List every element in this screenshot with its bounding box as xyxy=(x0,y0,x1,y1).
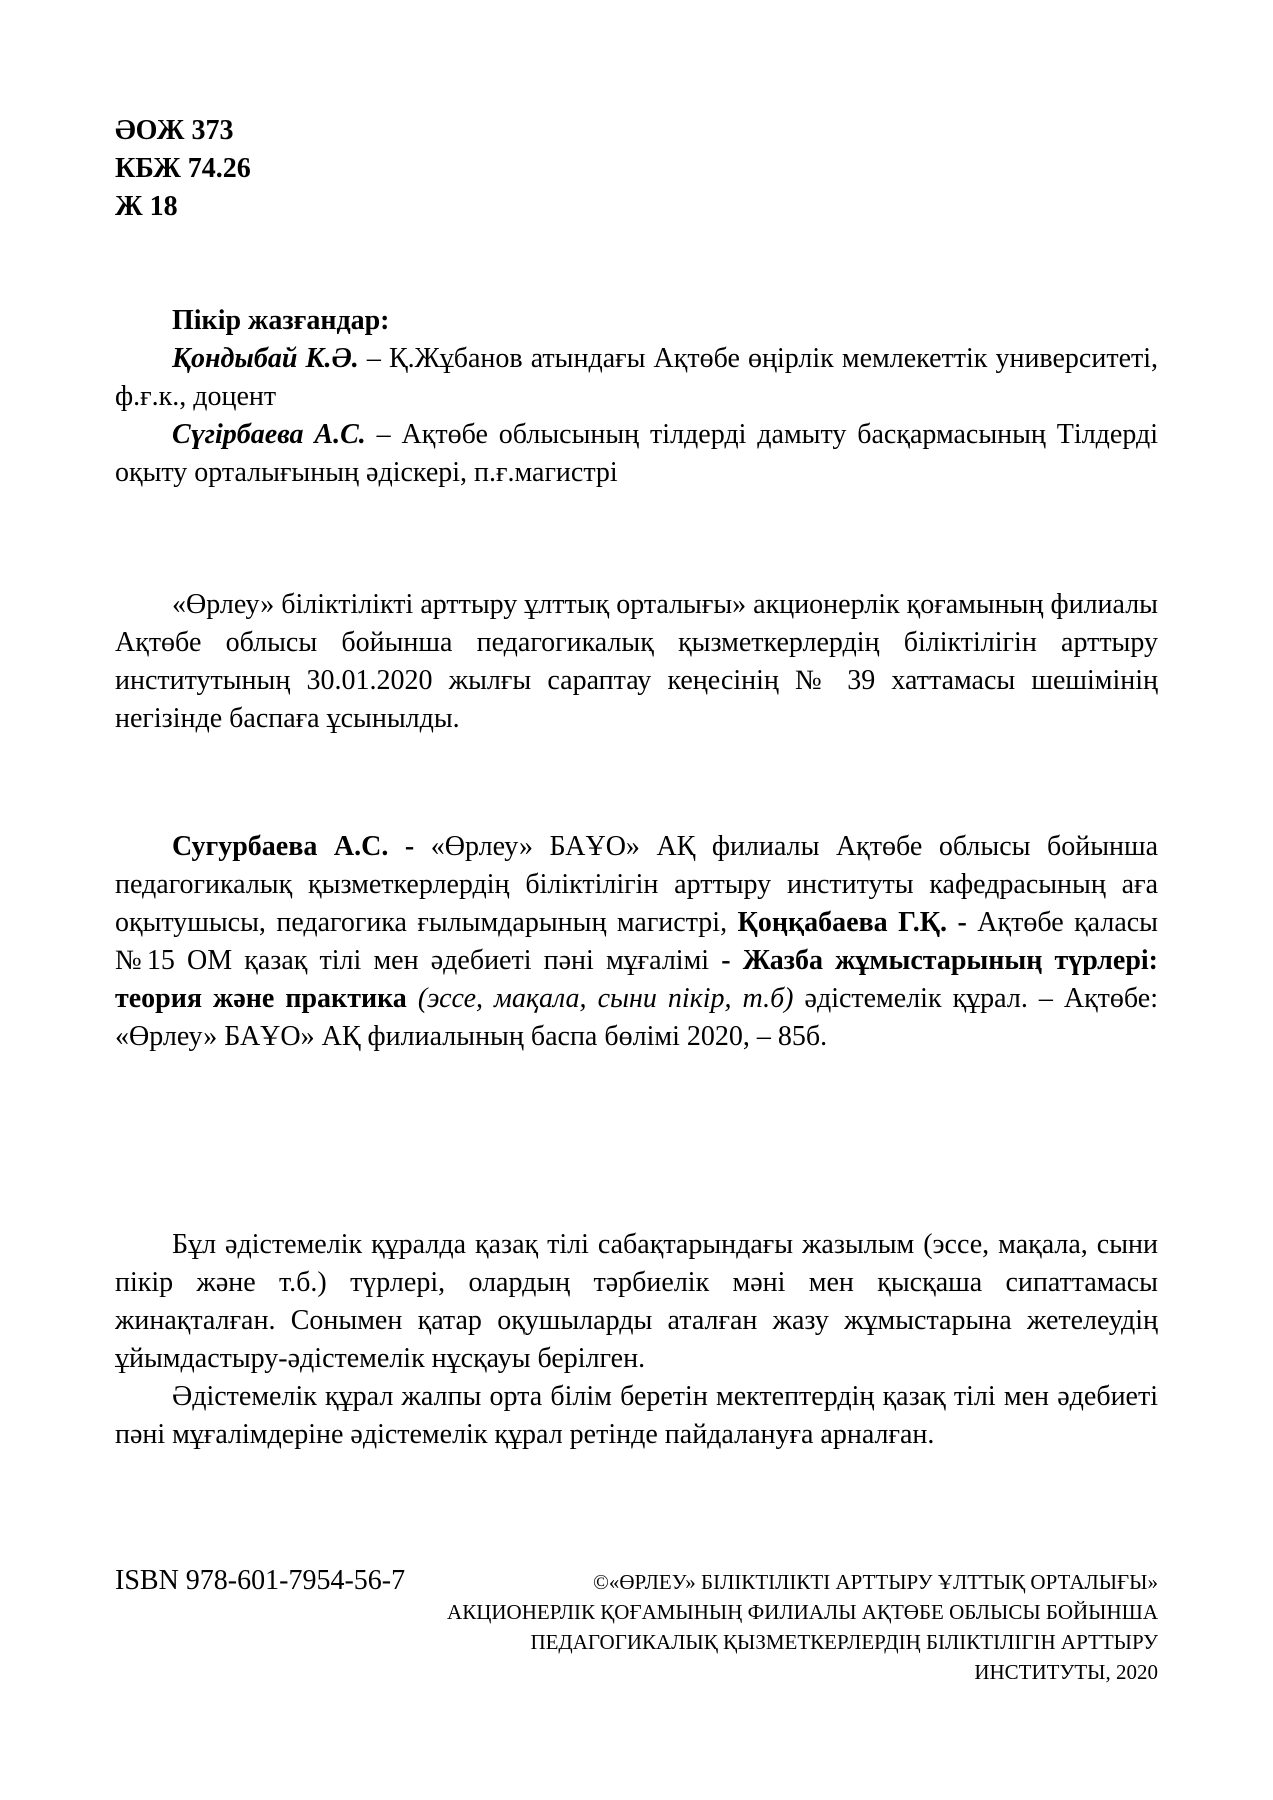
copyright-line: ПЕДАГОГИКАЛЫҚ ҚЫЗМЕТКЕРЛЕРДІҢ БІЛІКТІЛІГІН АРТТЫРУ ИНСТИТУТЫ, 2020 xyxy=(530,1630,1158,1684)
udc-line: Ж 18 xyxy=(115,191,178,222)
approval-paragraph: «Өрлеу» біліктілікті арттыру ұлттық орталығы» акционерлік қоғамының филиалы Ақтөбе облысы бойынша педагогикалық қызметкерлердің біліктілігін арттыру институтының 30.01.2020 жылғы сараптау кеңесінің № 39 хаттамасы шешімінің негізінде баспаға ұсынылды. xyxy=(115,589,1158,734)
reviewers-section xyxy=(115,302,1158,492)
annotation-paragraph: Бұл әдістемелік құралда қазақ тілі сабақтарындағы жазылым (эссе, мақала, сыни пікір және т.б.) түрлері, олардың тәрбиелік мәні мен қысқаша сипаттамасы жинақталған. Сонымен қатар оқушыларды аталған жазу жұмыстарына жетелеудің ұйымдастыру-әдістемелік нұсқауы берілген. xyxy=(115,1229,1158,1374)
reviewer-entry: Қондыбай К.Ә. – Қ.Жұбанов атындағы Ақтөбе өңірлік мемлекеттік университеті, ф.ғ.к., доцент xyxy=(115,343,1159,412)
imprint-row xyxy=(115,1562,1158,1687)
bibliographic-paragraph: Сугурбаева А.С. - «Өрлеу» БАҰО» АҚ филиалы Ақтөбе облысы бойынша педагогикалық қызметкерлердің біліктілігін арттыру институты кафедрасының аға оқытушысы, педагогика ғылымдарының магистрі, Қоңқабаева Г.Қ. - Ақтөбе қаласы №15 ОМ қазақ тілі мен әдебиеті пәні мұғалімі - Жазба жұмыстарының түрлері: теория және практика (эссе, мақала, сыни пікір, т.б) әдістемелік құрал. – Ақтөбе: «Өрлеу» БАҰО» АҚ филиалының баспа бөлімі 2020, – 85б. xyxy=(115,831,1158,1052)
udc-line: ӘОЖ 373 xyxy=(115,115,234,146)
copyright-line: ©«ӨРЛЕУ» БІЛІКТІЛІКТІ АРТТЫРУ ҰЛТТЫҚ ОРТАЛЫҒЫ» xyxy=(592,1570,1158,1594)
reviewers-heading: Пікір жазғандар: xyxy=(172,305,390,336)
copyright-block xyxy=(405,1567,1158,1687)
reviewer-entry: Сүгірбаева А.С. – Ақтөбе облысының тілдерді дамыту басқармасының Тілдерді оқыту орталығының әдіскері, п.ғ.магистрі xyxy=(115,419,1158,488)
udc-block xyxy=(115,112,1158,226)
isbn: ISBN 978-601-7954-56-7 xyxy=(115,1565,406,1596)
udc-line: КБЖ 74.26 xyxy=(115,153,251,184)
copyright-line: АКЦИОНЕРЛІК ҚОҒАМЫНЫҢ ФИЛИАЛЫ АҚТӨБЕ ОБЛЫСЫ БОЙЫНША xyxy=(447,1600,1158,1624)
annotation-paragraph: Әдістемелік құрал жалпы орта білім беретін мектептердің қазақ тілі мен әдебиеті пәні мұғалімдеріне әдістемелік құрал ретінде пайдалануға арналған. xyxy=(115,1381,1158,1450)
